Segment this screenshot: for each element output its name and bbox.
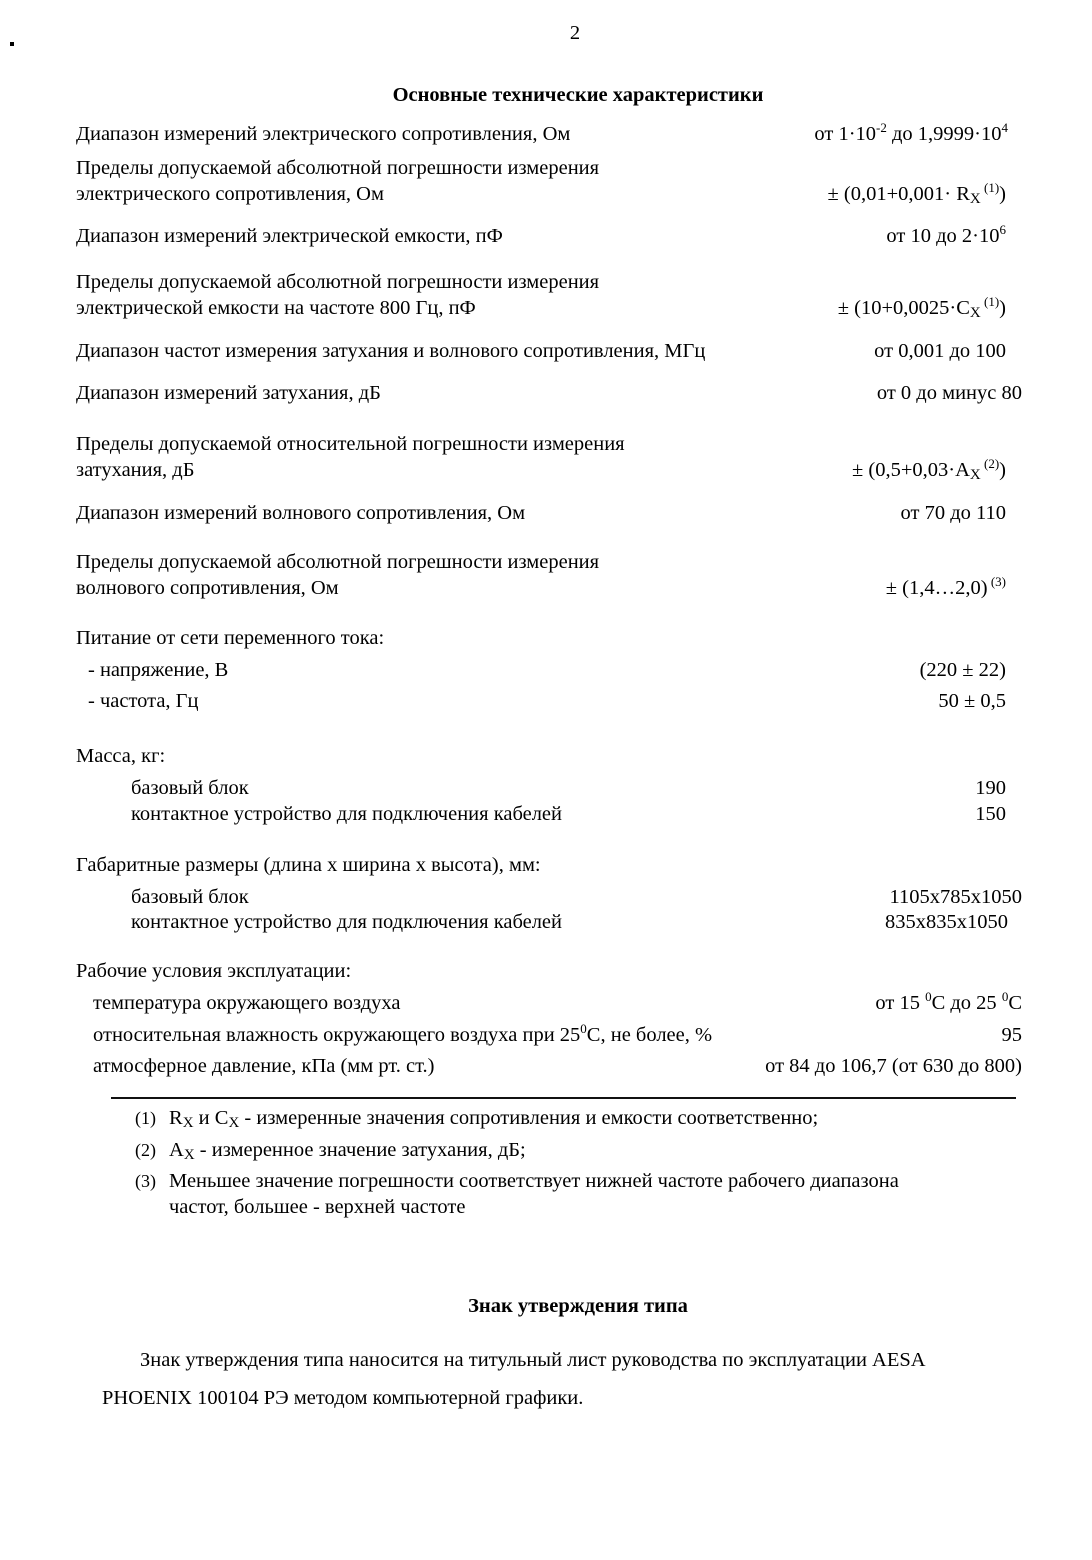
spec-label-attenuation-error-1: Пределы допускаемой относительной погрешности измерения xyxy=(76,433,625,455)
power-voltage-label: - напряжение, В xyxy=(88,659,229,681)
footnote-3: (3) Меньшее значение погрешности соответствует нижней частоте рабочего диапазона xyxy=(135,1170,899,1192)
spec-label-resistance-range: Диапазон измерений электрического сопротивления, Ом xyxy=(76,123,571,145)
spec-value-impedance-error: ± (1,4…2,0) $^{(3)}$ xyxy=(885,574,1006,599)
spec-value-impedance-range: от 70 до 110 xyxy=(900,502,1006,524)
footnote-2: (2) $A_X$ - измеренное значение затухания, дБ; xyxy=(135,1139,526,1163)
dimensions-contact-label: контактное устройство для подключения кабелей xyxy=(131,911,563,933)
mass-contact-value: 150 xyxy=(975,803,1006,825)
footnote-1: (1) $R_X$ и $C_X$ - измеренные значения сопротивления и емкости соответственно; xyxy=(135,1107,819,1131)
spec-label-impedance-error-1: Пределы допускаемой абсолютной погрешности измерения xyxy=(76,551,600,573)
mass-base-value: 190 xyxy=(975,777,1006,799)
conditions-humidity-value: 95 xyxy=(1001,1024,1022,1046)
page-number: 2 xyxy=(569,22,581,44)
mass-title: Масса, кг: xyxy=(76,745,166,767)
spec-value-frequency-range: от 0,001 до 100 xyxy=(874,340,1006,362)
dimensions-contact-value: 835x835x1050 xyxy=(885,911,1008,933)
spec-value-resistance-range: от $1\cdot 10^{-2}$ до $1,9999\cdot 10^4$ xyxy=(814,120,1008,145)
spec-label-resistance-error-2: электрического сопротивления, Ом xyxy=(76,183,384,205)
spec-value-attenuation-error: ± ($0,5+0,03\cdot A_X$ $^{(2)}$) xyxy=(852,456,1006,483)
spec-value-attenuation-range: от 0 до минус 80 xyxy=(876,382,1022,404)
spec-label-attenuation-range: Диапазон измерений затухания, дБ xyxy=(76,382,381,404)
approval-paragraph-line-2: PHOENIX 100104 РЭ методом компьютерной графики. xyxy=(102,1387,584,1409)
conditions-pressure-value: от 84 до 106,7 (от 630 до 800) xyxy=(765,1055,1022,1077)
spec-label-impedance-error-2: волнового сопротивления, Ом xyxy=(76,577,339,599)
power-voltage-value: (220 ± 22) xyxy=(919,659,1006,681)
spec-value-resistance-error: ± ($0,01+0,001\cdot R_X$ $^{(1)}$) xyxy=(827,180,1006,207)
mass-contact-label: контактное устройство для подключения кабелей xyxy=(131,803,563,825)
spec-label-resistance-error-1: Пределы допускаемой абсолютной погрешности измерения xyxy=(76,157,600,179)
footnote-divider xyxy=(111,1097,1016,1099)
dimensions-base-value: 1105x785x1050 xyxy=(889,886,1022,908)
mass-base-label: базовый блок xyxy=(131,777,249,799)
footnote-3-continuation: частот, большее - верхней частоте xyxy=(169,1196,466,1218)
section-title-approval-mark: Знак утверждения типа xyxy=(468,1295,688,1317)
spec-label-capacitance-range: Диапазон измерений электрической емкости, пФ xyxy=(76,225,503,247)
spec-label-frequency-range: Диапазон частот измерения затухания и волнового сопротивления, МГц xyxy=(76,340,706,362)
conditions-humidity-label: относительная влажность окружающего воздуха при $25^0С$, не более, % xyxy=(93,1021,713,1046)
conditions-temperature-value: от 15 $^0$С до 25 $^0$С xyxy=(875,989,1022,1014)
section-title-specs: Основные технические характеристики xyxy=(392,84,764,106)
spec-value-capacitance-error: ± ($10+0,0025\cdot C_X$ $^{(1)}$) xyxy=(837,294,1006,321)
dimensions-base-label: базовый блок xyxy=(131,886,249,908)
spec-value-capacitance-range: от 10 до $2\cdot 10^6$ xyxy=(886,222,1006,247)
spec-label-capacitance-error-2: электрической емкости на частоте 800 Гц, пФ xyxy=(76,297,476,319)
spec-label-capacitance-error-1: Пределы допускаемой абсолютной погрешности измерения xyxy=(76,271,600,293)
conditions-pressure-label: атмосферное давление, кПа (мм рт. ст.) xyxy=(93,1055,435,1077)
conditions-title: Рабочие условия эксплуатации: xyxy=(76,960,352,982)
approval-paragraph-line-1: Знак утверждения типа наносится на титульный лист руководства по эксплуатации AESA xyxy=(140,1349,926,1371)
conditions-temperature-label: температура окружающего воздуха xyxy=(93,992,401,1014)
power-frequency-label: - частота, Гц xyxy=(88,690,199,712)
power-frequency-value: 50 ± 0,5 xyxy=(938,690,1006,712)
power-title: Питание от сети переменного тока: xyxy=(76,627,385,649)
dimensions-title: Габаритные размеры (длина х ширина х высота), мм: xyxy=(76,854,541,876)
spec-label-attenuation-error-2: затухания, дБ xyxy=(76,459,195,481)
spec-label-impedance-range: Диапазон измерений волнового сопротивления, Ом xyxy=(76,502,526,524)
